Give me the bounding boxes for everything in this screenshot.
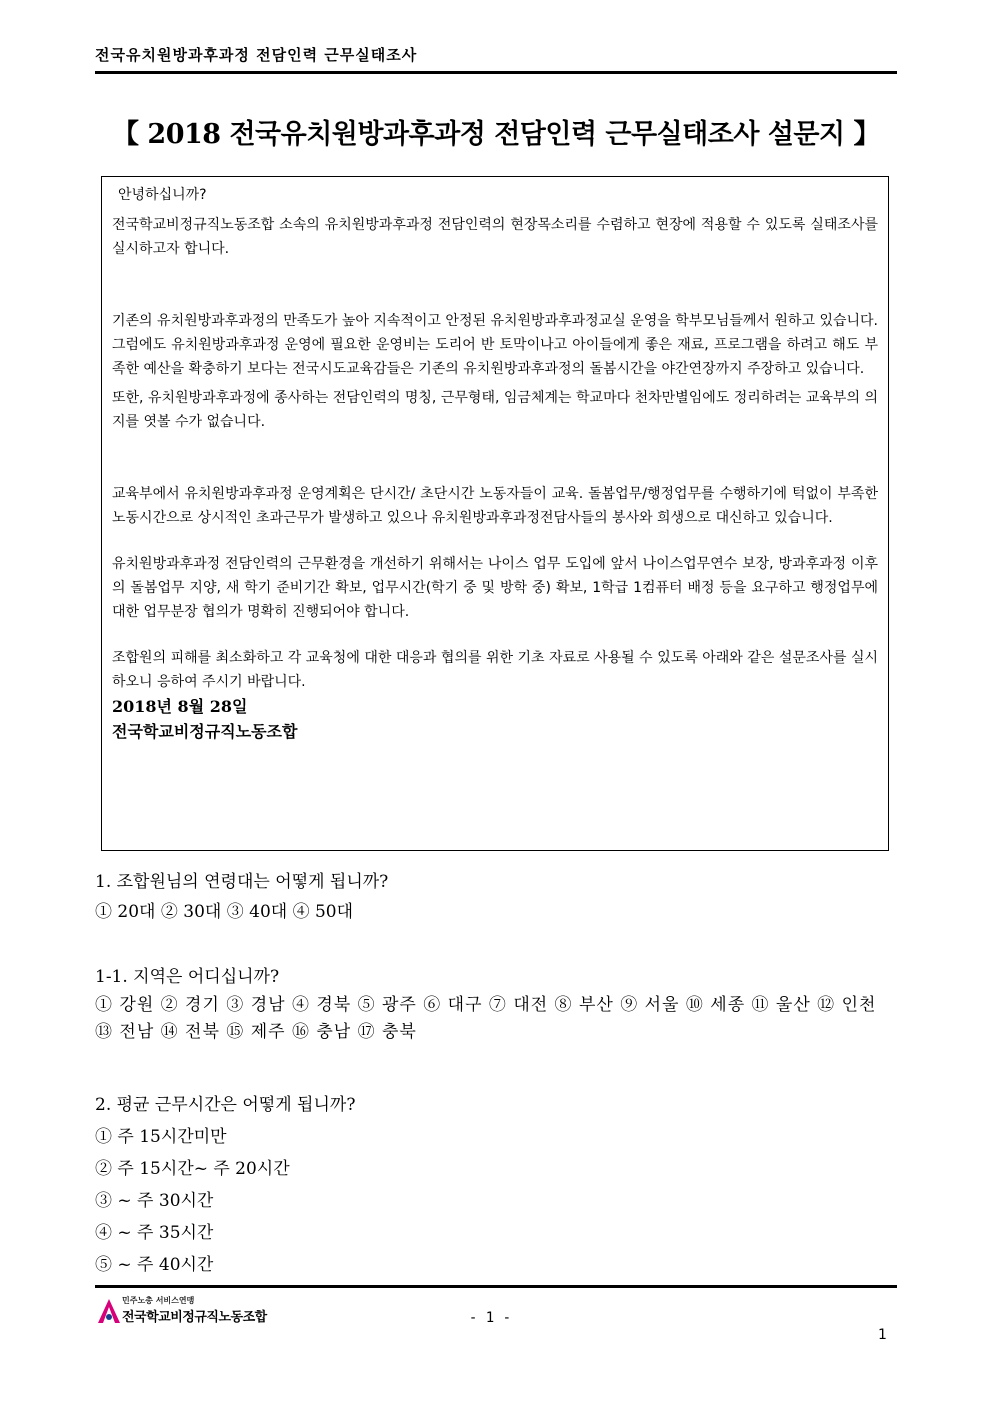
header-rule — [95, 71, 897, 74]
intro-paragraph: 기존의 유치원방과후과정의 만족도가 높아 지속적이고 안정된 유치원방과후과정교실 운영을 학부모님들께서 원하고 있습니다. 그럼에도 유치원방과후과정 운영에 필요한 운영비는 도리어 반 토막이나고 아이들에게 좋은 재료, 프로그램을 하려고 해도 부족한 예산을 확충하기 보다는 전국시도교육감들은 기존의 유치원방과후과정의 돌봄시간을 야간연장까지 주장하고 있습니다. — [112, 313, 878, 377]
intro-greeting: 안녕하십니까? — [118, 187, 207, 203]
intro-paragraph: 전국학교비정규직노동조합 소속의 유치원방과후과정 전담인력의 현장목소리를 수렴하고 현장에 적용할 수 있도록 실태조사를 실시하고자 합니다. — [112, 217, 878, 257]
page-number: - 1 - — [468, 1310, 512, 1326]
logo-small-text: 민주노총 서비스연맹 — [122, 1296, 195, 1305]
question-2-option: ④ ~ 주 35시간 — [95, 1223, 214, 1243]
document-title: 【 2018 전국유치원방과후과정 전담인력 근무실태조사 설문지 】 — [112, 119, 880, 150]
intro-date: 2018년 8월 28일 — [112, 697, 248, 716]
question-2-option: ⑤ ~ 주 40시간 — [95, 1255, 214, 1275]
question-1-1 — [95, 962, 900, 1046]
intro-organization: 전국학교비정규직노동조합 — [112, 722, 298, 741]
union-logo — [97, 1295, 297, 1329]
footer-rule — [95, 1285, 897, 1288]
intro-box — [101, 176, 889, 851]
intro-paragraph: 유치원방과후과정 전담인력의 근무환경을 개선하기 위해서는 나이스 업무 도입에 앞서 나이스업무연수 보장, 방과후과정 이후의 돌봄업무 지양, 새 학기 준비기간 확보, 업무시간(학기 중 및 방학 중) 확보, 1학급 1컴퓨터 배정 등을 요구하고 행정업무에 대한 업무분장 협의가 명확히 진행되어야 합니다. — [112, 556, 878, 620]
question-2 — [95, 1089, 900, 1281]
running-header: 전국유치원방과후과정 전담인력 근무실태조사 — [95, 46, 418, 64]
question-1-text: 1. 조합원님의 연령대는 어떻게 됩니까? — [95, 872, 389, 892]
question-1-1-text: 1-1. 지역은 어디십니까? — [95, 967, 280, 987]
logo-name-text: 전국학교비정규직노동조합 — [122, 1310, 267, 1325]
corner-page-number: 1 — [878, 1327, 887, 1343]
question-2-option: ① 주 15시간미만 — [95, 1127, 227, 1147]
intro-paragraph: 조합원의 피해를 최소화하고 각 교육청에 대한 대응과 협의를 위한 기초 자료로 사용될 수 있도록 아래와 같은 설문조사를 실시하오니 응하여 주시기 바랍니다. — [112, 650, 878, 690]
union-emblem-icon — [97, 1297, 121, 1325]
intro-paragraph: 교육부에서 유치원방과후과정 운영계획은 단시간/ 초단시간 노동자들이 교육. 돌봄업무/행정업무를 수행하기에 턱없이 부족한 노동시간으로 상시적인 초과근무가 발생하고 있으나 유치원방과후과정전담사들의 봉사와 희생으로 대신하고 있습니다. — [112, 486, 878, 526]
question-1-options: ① 20대 ② 30대 ③ 40대 ④ 50대 — [95, 902, 354, 922]
intro-paragraph: 또한, 유치원방과후과정에 종사하는 전담인력의 명칭, 근무형태, 임금체계는 학교마다 천차만별임에도 정리하려는 교육부의 의지를 엿볼 수가 없습니다. — [112, 390, 878, 430]
question-2-text: 2. 평균 근무시간은 어떻게 됩니까? — [95, 1095, 356, 1115]
question-1 — [95, 867, 900, 927]
question-2-option: ③ ~ 주 30시간 — [95, 1191, 214, 1211]
question-1-1-options: ① 강원 ② 경기 ③ 경남 ④ 경북 ⑤ 광주 ⑥ 대구 ⑦ 대전 ⑧ 부산 ⑨ 서울 ⑩ 세종 ⑪ 울산 ⑫ 인천 ⑬ 전남 ⑭ 전북 ⑮ 제주 ⑯ 충남 ⑰ 충북 — [95, 995, 877, 1042]
question-2-option: ② 주 15시간~ 주 20시간 — [95, 1159, 290, 1179]
